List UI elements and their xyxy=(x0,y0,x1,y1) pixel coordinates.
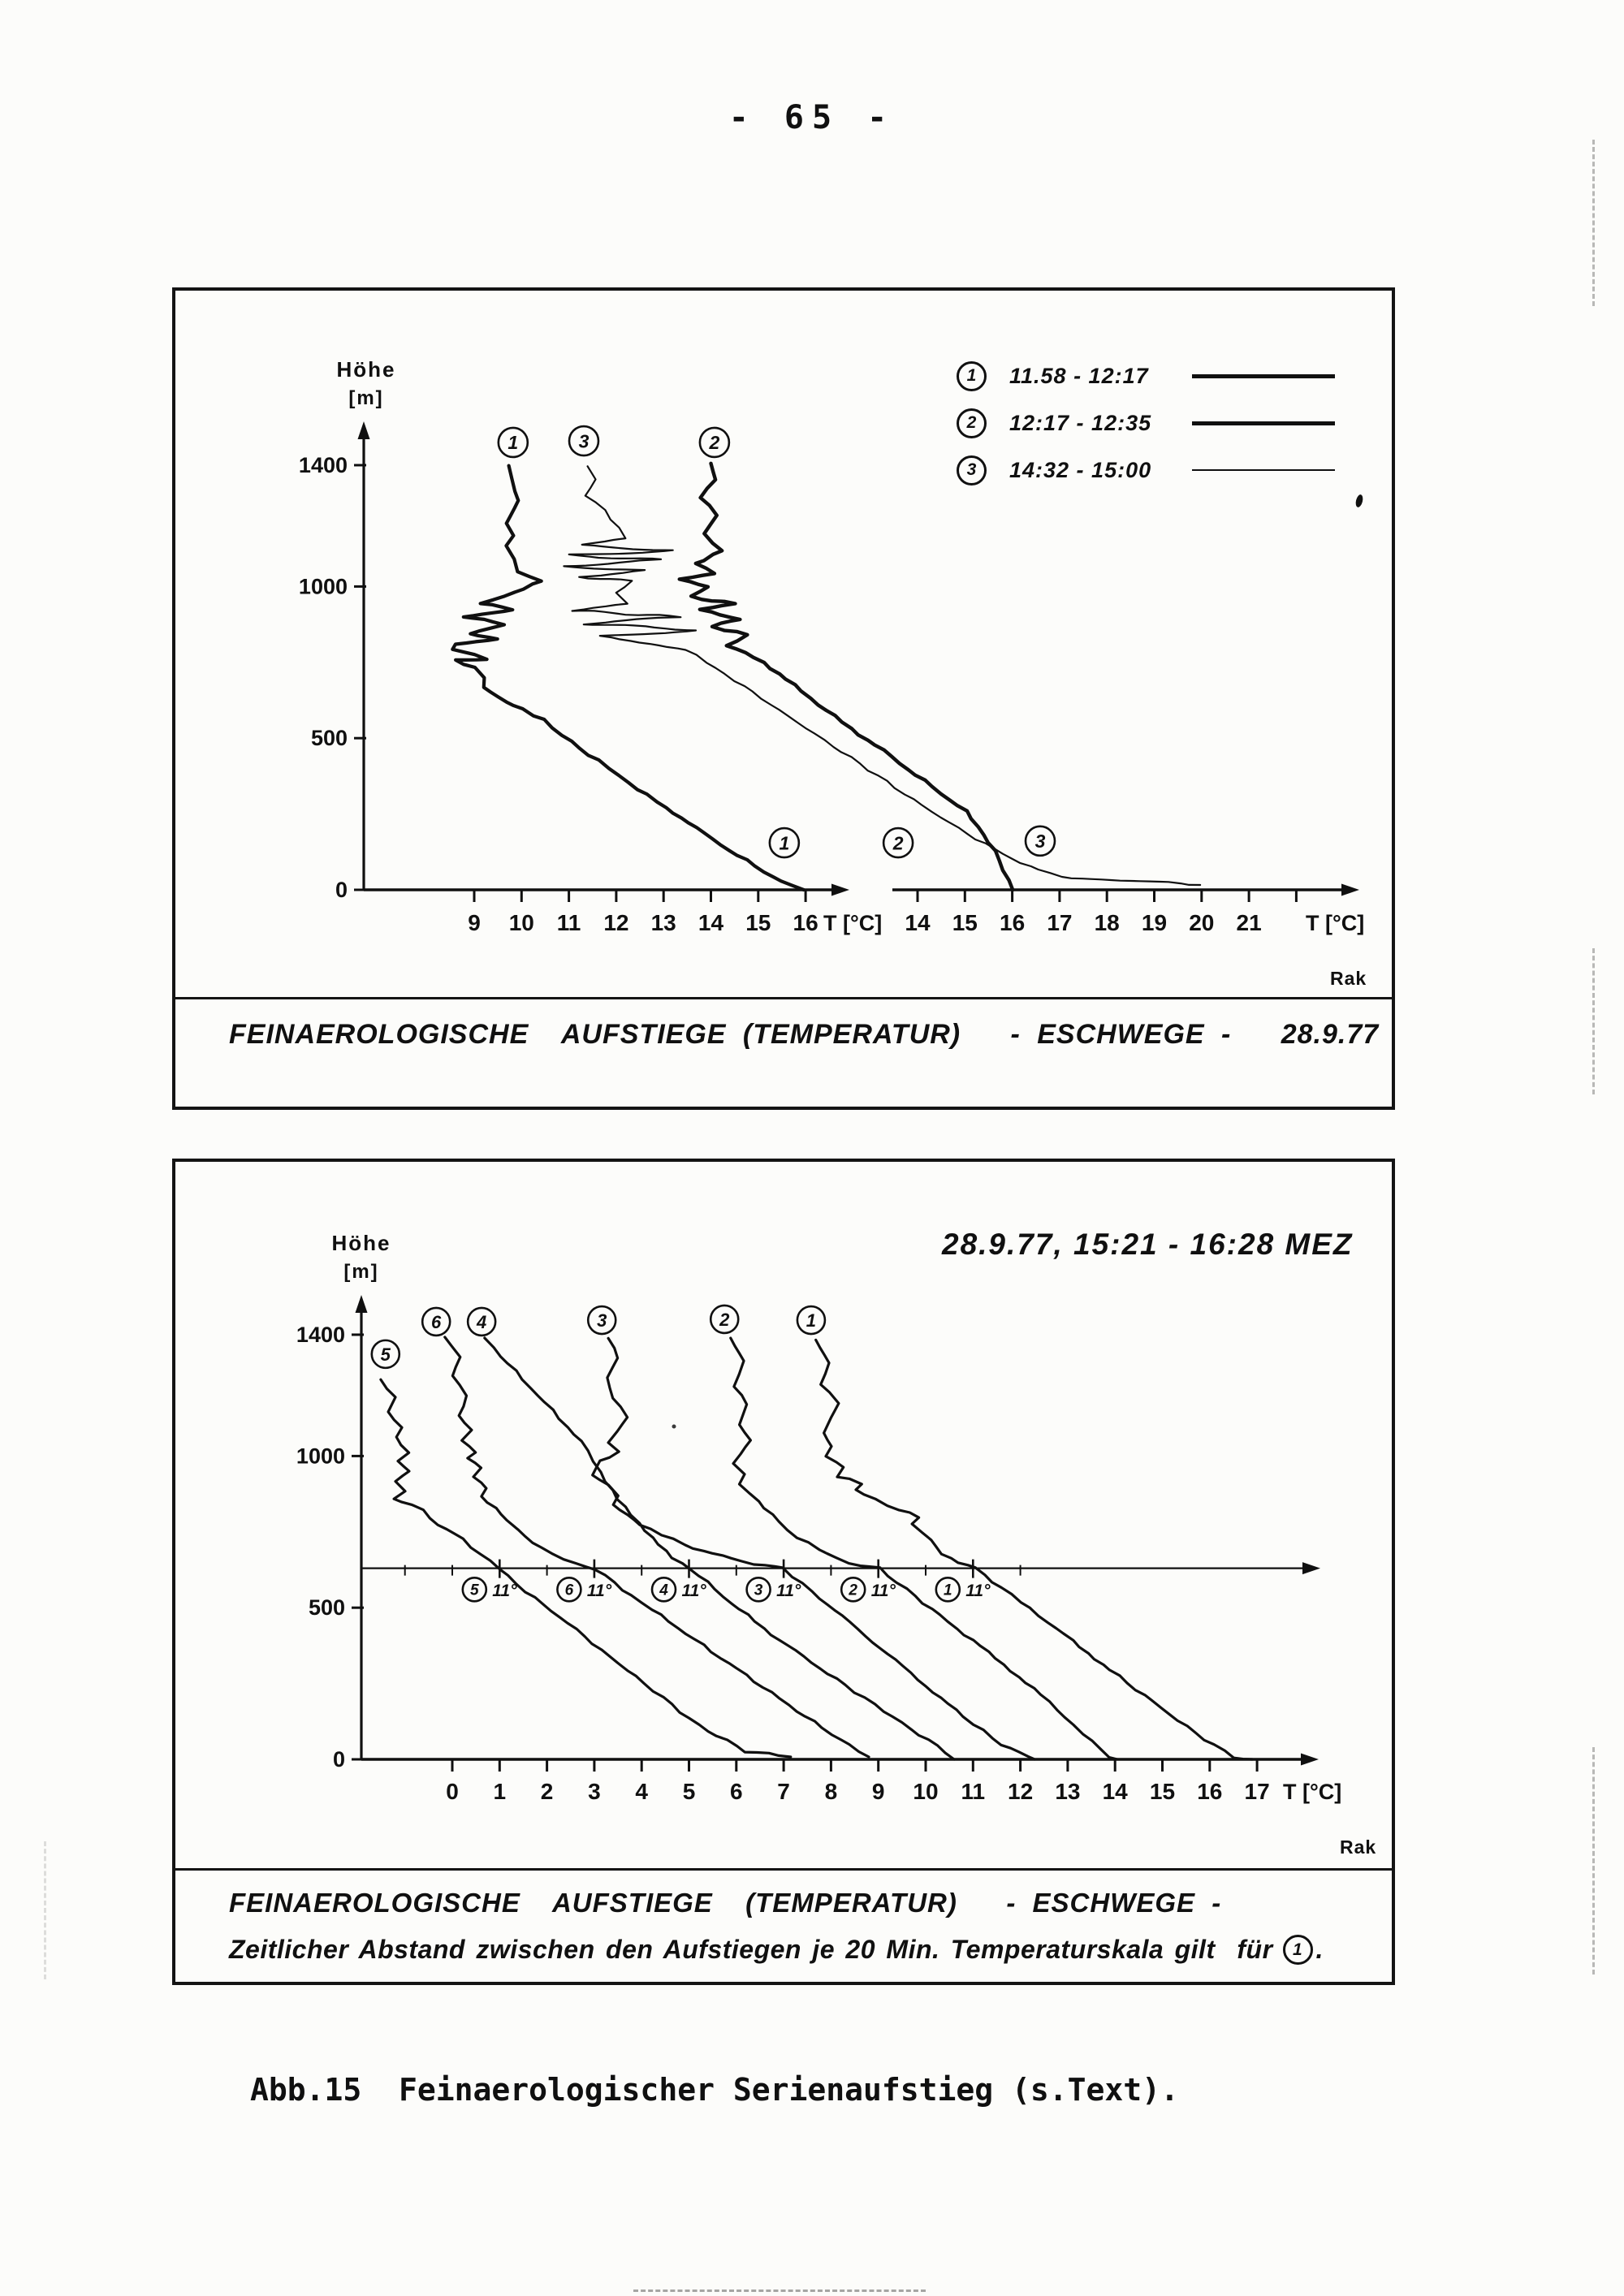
label-number: 6 xyxy=(564,1582,574,1599)
x-tick-label: 15 xyxy=(1149,1779,1176,1804)
y-tick-label: 500 xyxy=(310,726,348,751)
fig1-caption: FEINAEROLOGISCHE AUFSTIEGE (TEMPERATUR) - ESCHWEGE - 28.9.77 xyxy=(229,1019,1380,1050)
annotation-circle-4 xyxy=(652,1577,676,1601)
scan-artifact-bottom-line xyxy=(633,2290,926,2292)
fig1-credit: Rak xyxy=(1330,968,1367,989)
fig1-curve-3 xyxy=(564,466,1200,885)
x-axis-1-arrow xyxy=(831,884,849,896)
label-number: 2 xyxy=(719,1309,730,1330)
y-tick-label: 0 xyxy=(332,1747,345,1772)
label-number: 3 xyxy=(754,1582,763,1599)
legend-circled-number: 1 xyxy=(957,361,987,391)
curve-label-4 xyxy=(468,1308,495,1336)
fig2-caption-line2-text: Zeitlicher Abstand zwischen den Aufstiegen je 20 Min. Temperaturskala gilt für xyxy=(229,1935,1273,1964)
x-tick-label: 15 xyxy=(745,910,771,935)
ink-speck xyxy=(672,1425,676,1429)
ink-speck xyxy=(1354,494,1364,507)
fig2-curve-1 xyxy=(816,1340,1253,1759)
annotation-temp-label: 11° xyxy=(870,1581,896,1600)
x-tick-label: 15 xyxy=(952,910,978,935)
y-tick-label: 500 xyxy=(308,1595,345,1621)
x-tick-label: 17 xyxy=(1244,1779,1270,1804)
annotation-temp-label: 11° xyxy=(965,1581,991,1600)
label-number: 5 xyxy=(380,1344,391,1365)
curve-label-1 xyxy=(797,1306,825,1334)
fig2-hoehe-text: Höhe xyxy=(331,1231,391,1255)
curve-label-3 xyxy=(1026,826,1055,856)
scan-artifact-right-middle xyxy=(1592,948,1595,1094)
page-number: - 65 - xyxy=(728,99,896,136)
x-tick-label: 14 xyxy=(1102,1779,1128,1804)
curve-label-6 xyxy=(422,1308,450,1336)
annotation-circle-3 xyxy=(747,1577,771,1601)
label-number: 6 xyxy=(431,1311,442,1332)
fig1-m-unit-text: [m] xyxy=(348,387,384,409)
annotation-circle-2 xyxy=(841,1577,865,1601)
x-tick-label: 12 xyxy=(1008,1779,1034,1804)
x-axis-2-arrow xyxy=(1341,884,1359,896)
label-number: 5 xyxy=(470,1582,479,1599)
x-axis-1-unit-label: T [°C] xyxy=(823,911,883,935)
x-tick-label: 20 xyxy=(1189,910,1215,935)
figure-abb-caption: Abb.15 Feinaerologischer Serienaufstieg (s.Text). xyxy=(250,2072,1179,2108)
iso-line-arrow xyxy=(1302,1562,1320,1574)
fig1-curve-1 xyxy=(452,466,804,890)
label-number: 1 xyxy=(806,1310,817,1331)
x-tick-label: 9 xyxy=(871,1779,885,1804)
annotation-temp-label: 11° xyxy=(681,1581,706,1600)
x-tick-label: 6 xyxy=(730,1779,743,1804)
legend-time-range: 11.58 - 12:17 xyxy=(1009,363,1149,388)
annotation-circle-5 xyxy=(463,1577,486,1601)
fig1-hoehe-text: Höhe xyxy=(336,357,396,382)
label-number: 3 xyxy=(597,1310,607,1331)
x-tick-label: 0 xyxy=(446,1779,459,1804)
x-tick-label: 14 xyxy=(698,910,724,935)
x-tick-label: 11 xyxy=(961,1779,986,1804)
fig2-m-unit-text: [m] xyxy=(343,1261,379,1283)
label-number: 1 xyxy=(944,1582,952,1599)
curve-label-3 xyxy=(588,1306,615,1334)
fig2-curve-2 xyxy=(731,1338,1117,1759)
x-tick-label: 10 xyxy=(913,1779,939,1804)
label-number: 2 xyxy=(709,432,720,454)
label-number: 2 xyxy=(849,1582,857,1599)
x-tick-label: 19 xyxy=(1141,910,1168,935)
x-tick-label: 4 xyxy=(635,1779,648,1804)
fig2-caption-line1: FEINAEROLOGISCHE AUFSTIEGE (TEMPERATUR) - ESCHWEGE - xyxy=(229,1888,1222,1918)
x-tick-label: 7 xyxy=(777,1779,790,1804)
x-axis-unit-label: T [°C] xyxy=(1283,1780,1342,1804)
curve-label-2 xyxy=(700,428,729,457)
fig2-chart xyxy=(172,1159,1395,1985)
label-number: 2 xyxy=(892,832,904,854)
x-axis-2-unit-label: T [°C] xyxy=(1306,911,1365,935)
x-tick-label: 13 xyxy=(1055,1779,1081,1804)
label-number: 1 xyxy=(779,832,790,854)
scan-artifact-left xyxy=(44,1841,46,1979)
y-axis-arrow xyxy=(356,1295,368,1313)
label-number: 3 xyxy=(578,430,590,452)
curve-label-3 xyxy=(569,426,598,455)
y-tick-label: 1400 xyxy=(296,1322,345,1347)
fig2-curve-4 xyxy=(485,1338,954,1759)
annotation-temp-label: 11° xyxy=(586,1581,612,1600)
curve-label-2 xyxy=(710,1306,738,1333)
x-tick-label: 13 xyxy=(650,910,676,935)
x-tick-label: 17 xyxy=(1047,910,1073,935)
fig2-curve-3 xyxy=(593,1338,1034,1759)
legend-time-range: 12:17 - 12:35 xyxy=(1009,410,1152,435)
y-tick-label: 1000 xyxy=(298,574,348,599)
curve-label-1 xyxy=(499,428,528,457)
x-tick-label: 3 xyxy=(588,1779,601,1804)
x-tick-label: 1 xyxy=(493,1779,507,1804)
x-axis-arrow xyxy=(1301,1754,1319,1766)
curve-label-5 xyxy=(372,1340,400,1368)
annotation-temp-label: 11° xyxy=(776,1581,801,1600)
fig2-caption-circled-1: 1 xyxy=(1283,1935,1313,1965)
scan-artifact-right-bottom xyxy=(1592,1747,1595,1974)
x-tick-label: 9 xyxy=(468,910,481,935)
x-tick-label: 18 xyxy=(1094,910,1120,935)
x-tick-label: 21 xyxy=(1236,910,1262,935)
y-tick-label: 1400 xyxy=(298,452,348,477)
x-tick-label: 14 xyxy=(905,910,931,935)
curve-label-1 xyxy=(770,828,799,857)
fig2-caption-line2-period: . xyxy=(1315,1935,1324,1964)
fig2-title: 28.9.77, 15:21 - 16:28 MEZ xyxy=(942,1228,1354,1261)
x-tick-label: 12 xyxy=(603,910,629,935)
legend-circled-number: 2 xyxy=(957,408,987,438)
annotation-circle-6 xyxy=(557,1577,581,1601)
x-tick-label: 8 xyxy=(824,1779,838,1804)
curve-label-2 xyxy=(883,828,913,857)
label-number: 4 xyxy=(477,1311,487,1332)
x-tick-label: 16 xyxy=(1000,910,1026,935)
y-axis-arrow xyxy=(358,421,370,439)
label-number: 3 xyxy=(1034,831,1046,852)
y-tick-label: 1000 xyxy=(296,1444,345,1469)
scan-artifact-right-top xyxy=(1592,140,1595,306)
fig1-chart xyxy=(172,287,1395,1110)
annotation-temp-label: 11° xyxy=(492,1581,517,1600)
x-tick-label: 2 xyxy=(540,1779,554,1804)
fig2-credit: Rak xyxy=(1340,1836,1377,1858)
x-tick-label: 5 xyxy=(682,1779,696,1804)
label-number: 1 xyxy=(508,432,519,454)
label-number: 4 xyxy=(659,1582,668,1599)
annotation-circle-1 xyxy=(936,1577,960,1601)
legend-circled-number: 3 xyxy=(957,455,987,486)
legend-time-range: 14:32 - 15:00 xyxy=(1009,457,1152,482)
x-tick-label: 11 xyxy=(556,910,581,935)
x-tick-label: 16 xyxy=(1197,1779,1223,1804)
x-tick-label: 10 xyxy=(508,910,534,935)
x-tick-label: 16 xyxy=(793,910,818,935)
y-tick-label: 0 xyxy=(335,878,348,902)
